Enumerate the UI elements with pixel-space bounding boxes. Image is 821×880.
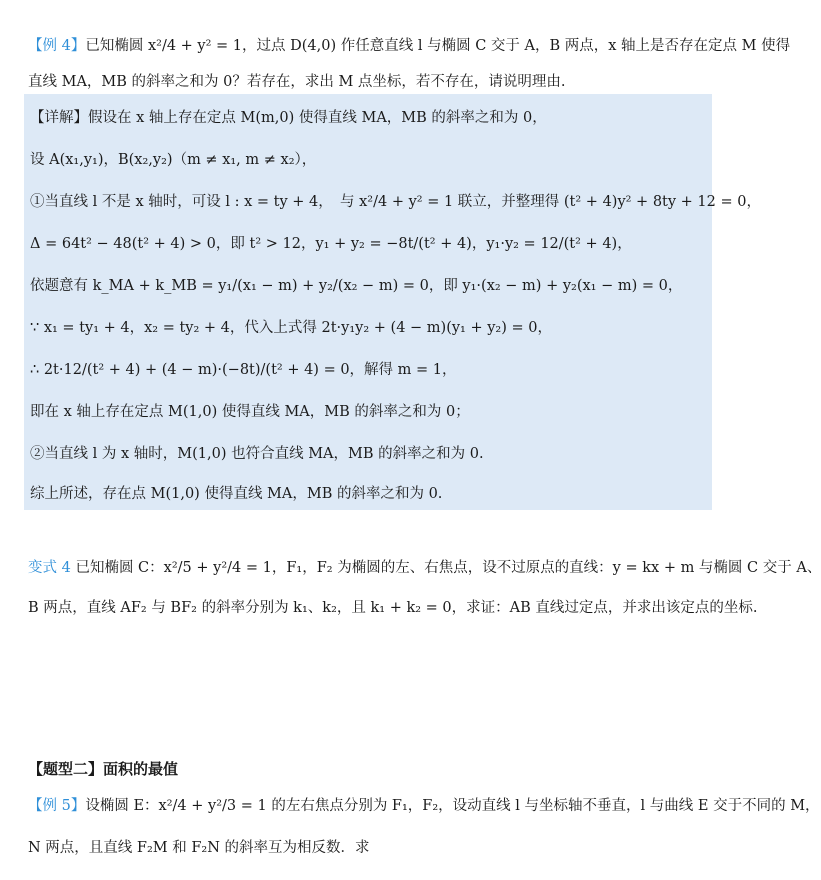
solution-line7: ∴ 2t·12/(t² + 4) + (4 − m)·(−8t)/(t² + 4) = 0，解得 m = 1，: [30, 362, 457, 378]
variant4-tag: 变式 4: [28, 560, 71, 576]
example4-line1: [28, 34, 791, 55]
example5-line1: [28, 794, 820, 815]
variant4-line2: B 两点，直线 AF₂ 与 BF₂ 的斜率分别为 k₁、k₂，且 k₁ + k₂ = 0，求证：AB 直线过定点，并求出该定点的坐标.: [28, 600, 758, 616]
example4-line2: 直线 MA，MB 的斜率之和为 0？若存在，求出 M 点坐标，若不存在，请说明理由.: [28, 74, 566, 90]
section-title: 【题型二】面积的最值: [28, 760, 179, 778]
solution-head-tag: 【详解】: [30, 110, 88, 126]
solution-line1: [30, 106, 706, 127]
variant4-line1: [28, 556, 821, 577]
solution-line9: ②当直线 l 为 x 轴时，M(1,0) 也符合直线 MA，MB 的斜率之和为 0.: [30, 446, 484, 462]
example4-tag: 【例 4】: [28, 38, 86, 54]
example4-line1-text: 已知椭圆 x²/4 + y² = 1，过点 D(4,0) 作任意直线 l 与椭圆 C 交于 A，B 两点，x 轴上是否存在定点 M 使得: [85, 38, 791, 54]
solution-line8: 即在 x 轴上存在定点 M(1,0) 使得直线 MA，MB 的斜率之和为 0；: [30, 404, 470, 420]
solution-line3: ①当直线 l 不是 x 轴时，可设 l : x = ty + 4， 与 x²/4 + y² = 1 联立，并整理得 (t² + 4)y² + 8ty + 12 = 0，: [30, 194, 761, 210]
solution-line4: Δ = 64t² − 48(t² + 4) > 0，即 t² > 12，y₁ + y₂ = −8t/(t² + 4)，y₁·y₂ = 12/(t² + 4)，: [30, 236, 632, 252]
variant4-line1-text: 已知椭圆 C：x²/5 + y²/4 = 1，F₁，F₂ 为椭圆的左、右焦点，设不过原点的直线：y = kx + m 与椭圆 C 交于 A、: [75, 560, 821, 576]
example5-line2: N 两点，且直线 F₂M 和 F₂N 的斜率互为相反数．求: [28, 840, 370, 856]
solution-line6: ∵ x₁ = ty₁ + 4，x₂ = ty₂ + 4，代入上式得 2t·y₁y₂ + (4 − m)(y₁ + y₂) = 0，: [30, 320, 552, 336]
solution-line5: 依题意有 k_MA + k_MB = y₁/(x₁ − m) + y₂/(x₂ − m) = 0，即 y₁·(x₂ − m) + y₂(x₁ − m) = 0，: [30, 278, 683, 294]
solution-line10: 综上所述，存在点 M(1,0) 使得直线 MA，MB 的斜率之和为 0.: [30, 486, 443, 502]
solution-line1-text: 假设在 x 轴上存在定点 M(m,0) 使得直线 MA，MB 的斜率之和为 0，: [88, 110, 547, 126]
solution-block: [24, 94, 761, 510]
example5-tag: 【例 5】: [28, 798, 86, 814]
solution-line2: 设 A(x₁,y₁)，B(x₂,y₂)（m ≠ x₁, m ≠ x₂），: [30, 152, 317, 168]
example5-line1-text: 设椭圆 E：x²/4 + y²/3 = 1 的左右焦点分别为 F₁，F₂，设动直线 l 与坐标轴不垂直，l 与曲线 E 交于不同的 M，: [85, 798, 820, 814]
